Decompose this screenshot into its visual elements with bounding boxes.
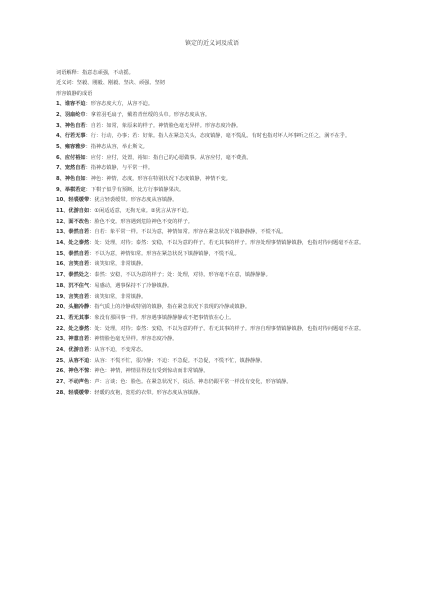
idiom-term: 言笑自若 (68, 293, 90, 300)
idiom-term: 优游自若 (68, 346, 90, 353)
item-number: 1、 (56, 101, 65, 108)
idiom-item (56, 208, 388, 215)
idiom-term: 泰然自若 (68, 229, 90, 236)
item-number: 19、 (56, 293, 69, 300)
item-number: 2、 (56, 111, 65, 118)
idiom-definition: ：从容不迫，不变常态。 (89, 346, 147, 353)
idiom-item (56, 294, 388, 301)
idiom-definition: ：处：处理，对待；泰然：安稳，不以为意的样子。若无其事的样子。形容自理事情镇静镇静，也指对待问题毫不在意。 (89, 325, 365, 332)
idiom-item (56, 326, 388, 333)
idiom-definition: ：下棋子似乎有预断，比方行事镇静果决。 (85, 186, 185, 193)
idiom-definition: ：拿着羽毛扇子，戴着青丝绶的头巾。形容态度从容。 (85, 111, 211, 118)
idiom-definition: ：指神态镇静，与平常一样。 (85, 165, 154, 172)
idiom-term: 若无其事 (68, 314, 90, 321)
item-number: 7、 (56, 165, 65, 172)
idiom-definition: ：脸色不变。形容遇到危险神色不变的样子。 (89, 218, 193, 225)
idiom-item (56, 261, 388, 268)
idiom-definition: ：从容：不慌不忙，很冷静；不迫：不急促。不急促，不慌不忙，镇静静静。 (89, 357, 266, 364)
item-number: 20、 (56, 304, 69, 311)
idiom-item (56, 390, 388, 397)
item-number: 25、 (56, 357, 69, 364)
page-title: 镇定的近义词及成语 (184, 40, 239, 47)
idiom-definition: ：自若：象平常一样。不以为意，神情如常。形容在紧急状况下镇静静静，不慌不乱。 (89, 229, 287, 236)
idiom-item (56, 112, 388, 119)
idiom-definition: ：犹言轻裘缓带。形容态度从容镇静。 (89, 197, 178, 204)
intro-line: 形容镇静的成语 (56, 90, 93, 97)
idiom-item (56, 379, 388, 386)
idiom-definition: ：指神态从容，举止斯文。 (85, 143, 148, 150)
item-number: 28、 (56, 389, 69, 396)
item-number: 11、 (56, 208, 69, 215)
item-number: 23、 (56, 336, 69, 343)
idiom-term: 从容不迫 (68, 357, 90, 364)
item-number: 8、 (56, 175, 65, 182)
idiom-definition: ：①闲适适意，无拘无束。②犹言从容不迫。 (89, 208, 192, 215)
idiom-item (56, 155, 388, 162)
idiom-term: 面不改色 (68, 218, 90, 225)
intro-line: 近义词：坚毅、刚毅、刚毅、坚决、顽强、坚韧 (56, 80, 165, 87)
idiom-term: 轻裘缓带 (68, 197, 90, 204)
idiom-term: 雍容雅步 (64, 143, 86, 150)
idiom-definition: ：泰然：安稳，不以为意的样子；处：处理，对待。形容毫不在意，镇静静静。 (89, 272, 271, 279)
idiom-item (56, 347, 388, 354)
idiom-term: 行若无事 (64, 133, 86, 140)
idiom-term: 羽扇纶巾 (64, 111, 86, 118)
idiom-definition: ：声：言谈；色：脸色。在紧急状况下，说话、神态仍跟平常一样没有变化，形容镇静。 (89, 379, 292, 386)
idiom-item (56, 283, 388, 290)
idiom-item (56, 229, 388, 236)
item-number: 4、 (56, 133, 65, 140)
idiom-item (56, 144, 388, 151)
idiom-item (56, 187, 388, 194)
idiom-term: 处之泰然 (68, 240, 90, 247)
item-number: 10、 (56, 197, 69, 204)
idiom-term: 举棋若定 (64, 186, 86, 193)
item-number: 24、 (56, 346, 69, 353)
idiom-definition: ：神色：神情，神情显得没有受到惊动而非常镇静。 (89, 368, 209, 375)
idiom-item (56, 123, 388, 130)
idiom-term: 神意自若 (68, 336, 90, 343)
item-number: 12、 (56, 218, 69, 225)
idiom-definition: ：轻暖的皮袍，宽松的衣带。形容态度从容镇静。 (89, 389, 204, 396)
intro-line: 词语解释：指意态顽强，不动摇。 (56, 70, 134, 76)
idiom-item (56, 368, 388, 375)
idiom-definition: ：自若：如常，象原来的样子。神情脸色毫无异样。形容态度冷静。 (85, 122, 242, 129)
idiom-definition: ：不以为意，神情如常。形容在紧急状况下镇静镇静，不慌不乱。 (89, 250, 240, 257)
idiom-term: 神色自如 (64, 175, 86, 182)
item-number: 15、 (56, 250, 69, 257)
idiom-list (56, 101, 388, 397)
idiom-definition: ：行：行动，办事；若：好象。指人在紧急关头，态度镇静，毫不慌乱。有时也指对坏人坏事听之任之，满不在乎。 (85, 133, 351, 140)
idiom-definition: ：神情脸色毫无异样。形容态度冷静。 (89, 336, 178, 343)
item-number: 18、 (56, 282, 69, 289)
idiom-definition: ：谈笑如常，非常镇静。 (89, 261, 147, 268)
idiom-definition: ：指气质上的冷静或特别的镇静，指在紧急状况下表现的冷静或镇静。 (89, 304, 251, 311)
item-number: 6、 (56, 154, 65, 161)
item-number: 5、 (56, 143, 65, 150)
item-number: 26、 (56, 368, 69, 375)
idiom-item (56, 165, 388, 172)
idiom-item (56, 272, 388, 279)
item-number: 22、 (56, 325, 69, 332)
idiom-term: 宠然自若 (64, 165, 86, 172)
idiom-item (56, 197, 388, 204)
item-number: 17、 (56, 272, 69, 279)
idiom-term: 头脑冷静 (68, 304, 90, 311)
item-number: 27、 (56, 379, 69, 386)
item-number: 16、 (56, 261, 69, 268)
idiom-item (56, 219, 388, 226)
item-number: 9、 (56, 186, 65, 193)
idiom-definition: ：形容态度大方，从容不迫。 (85, 101, 154, 108)
idiom-definition: ：应付：应付，处置，裕如：指自己的心愿做事。从容应付，毫不费劲。 (85, 154, 252, 161)
idiom-item (56, 336, 388, 343)
idiom-term: 不动声色 (68, 379, 90, 386)
item-number: 21、 (56, 314, 69, 321)
item-number: 3、 (56, 122, 65, 129)
idiom-term: 泰然处之 (68, 272, 90, 279)
idiom-term: 轻裘缓带 (68, 389, 90, 396)
idiom-term: 言笑自若 (68, 261, 90, 268)
item-number: 13、 (56, 229, 69, 236)
idiom-item (56, 101, 388, 108)
idiom-definition: ：易感动，遇事保持不了冷静镇静。 (89, 282, 173, 289)
idiom-item (56, 240, 388, 247)
idiom-term: 处之泰然 (68, 325, 90, 332)
idiom-definition: ：象没有那回事一样。形容遇事镇静静静或不把事情放在心上。 (89, 314, 235, 321)
idiom-term: 泰然自若 (68, 250, 90, 257)
idiom-term: 沉不住气 (68, 282, 90, 289)
item-number: 14、 (56, 240, 69, 247)
idiom-term: 应付裕如 (64, 154, 86, 161)
idiom-term: 神色自若 (64, 122, 86, 129)
idiom-item (56, 315, 388, 322)
idiom-term: 神色不惊 (68, 368, 90, 375)
idiom-item (56, 304, 388, 311)
idiom-definition: ：处：处理，对待；泰然：安稳，不以为意的样子。若无其事的样子。形容处理事情镇静镇静，也指对待问题毫不在意。 (89, 240, 365, 247)
idiom-definition: ：神色：神情，态度。形容在特别状况下态度镇静，神情不变。 (85, 175, 231, 182)
idiom-item (56, 133, 388, 140)
document-body (56, 70, 388, 400)
idiom-term: 优游自如 (68, 208, 90, 215)
idiom-item (56, 251, 388, 258)
idiom-item (56, 358, 388, 365)
idiom-term: 谁容不迫 (64, 101, 86, 108)
idiom-definition: ：谈笑如常，非常镇静。 (89, 293, 147, 300)
idiom-item (56, 176, 388, 183)
